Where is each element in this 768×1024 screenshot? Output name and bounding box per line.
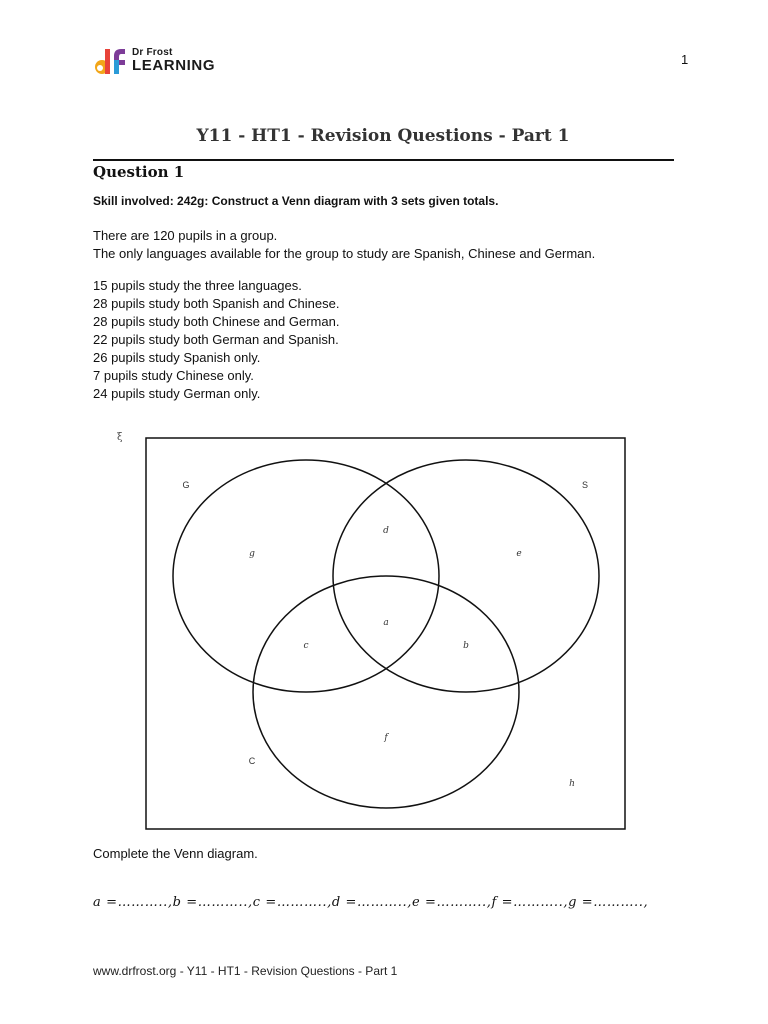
universal-set-box: [146, 438, 625, 829]
fact-line: 28 pupils study both Spanish and Chinese.: [93, 296, 340, 311]
drfrost-logo: [94, 46, 224, 76]
fact-line: 28 pupils study both Chinese and German.: [93, 314, 340, 329]
set-label-c: C: [248, 756, 256, 766]
page-footer: www.drfrost.org - Y11 - HT1 - Revision Questions - Part 1: [93, 964, 398, 978]
intro-line: The only languages available for the group to study are Spanish, Chinese and German.: [93, 246, 596, 261]
universal-set-symbol: ξ: [117, 432, 123, 443]
set-label-s: S: [581, 480, 589, 490]
intro-paragraph: [93, 227, 595, 263]
page-number: 1: [681, 52, 689, 67]
venn-diagram: [112, 428, 632, 832]
region-label-b: b: [463, 641, 469, 651]
region-label-a: a: [383, 618, 389, 628]
answer-line: a =………..,b =………..,c =………..,d =………..,e =………..,f =………..,g =………..,: [93, 895, 649, 910]
logo-text-top: Dr Frost: [132, 47, 173, 58]
fact-line: 24 pupils study German only.: [93, 386, 261, 401]
region-label-e: e: [516, 549, 522, 559]
fact-line: 26 pupils study Spanish only.: [93, 350, 261, 365]
region-label-g: g: [249, 549, 255, 559]
document-title: Y11 - HT1 - Revision Questions - Part 1: [196, 126, 570, 146]
region-label-h: h: [569, 779, 575, 789]
set-label-g: G: [182, 480, 190, 490]
fact-line: 22 pupils study both German and Spanish.: [93, 332, 339, 347]
facts-paragraph: [93, 277, 339, 403]
instruction-text: Complete the Venn diagram.: [93, 846, 258, 861]
region-label-d: d: [383, 526, 389, 536]
fact-line: 7 pupils study Chinese only.: [93, 368, 254, 383]
title-divider: [93, 159, 674, 161]
fact-line: 15 pupils study the three languages.: [93, 278, 302, 293]
logo-text-bottom: LEARNING: [132, 57, 216, 74]
question-heading: Question 1: [93, 163, 185, 181]
drfrost-logo-mark: [94, 46, 128, 76]
region-label-c: c: [303, 641, 309, 651]
intro-line: There are 120 pupils in a group.: [93, 228, 278, 243]
region-label-f: f: [384, 733, 388, 743]
skill-line: Skill involved: 242g: Construct a Venn diagram with 3 sets given totals.: [93, 194, 499, 208]
